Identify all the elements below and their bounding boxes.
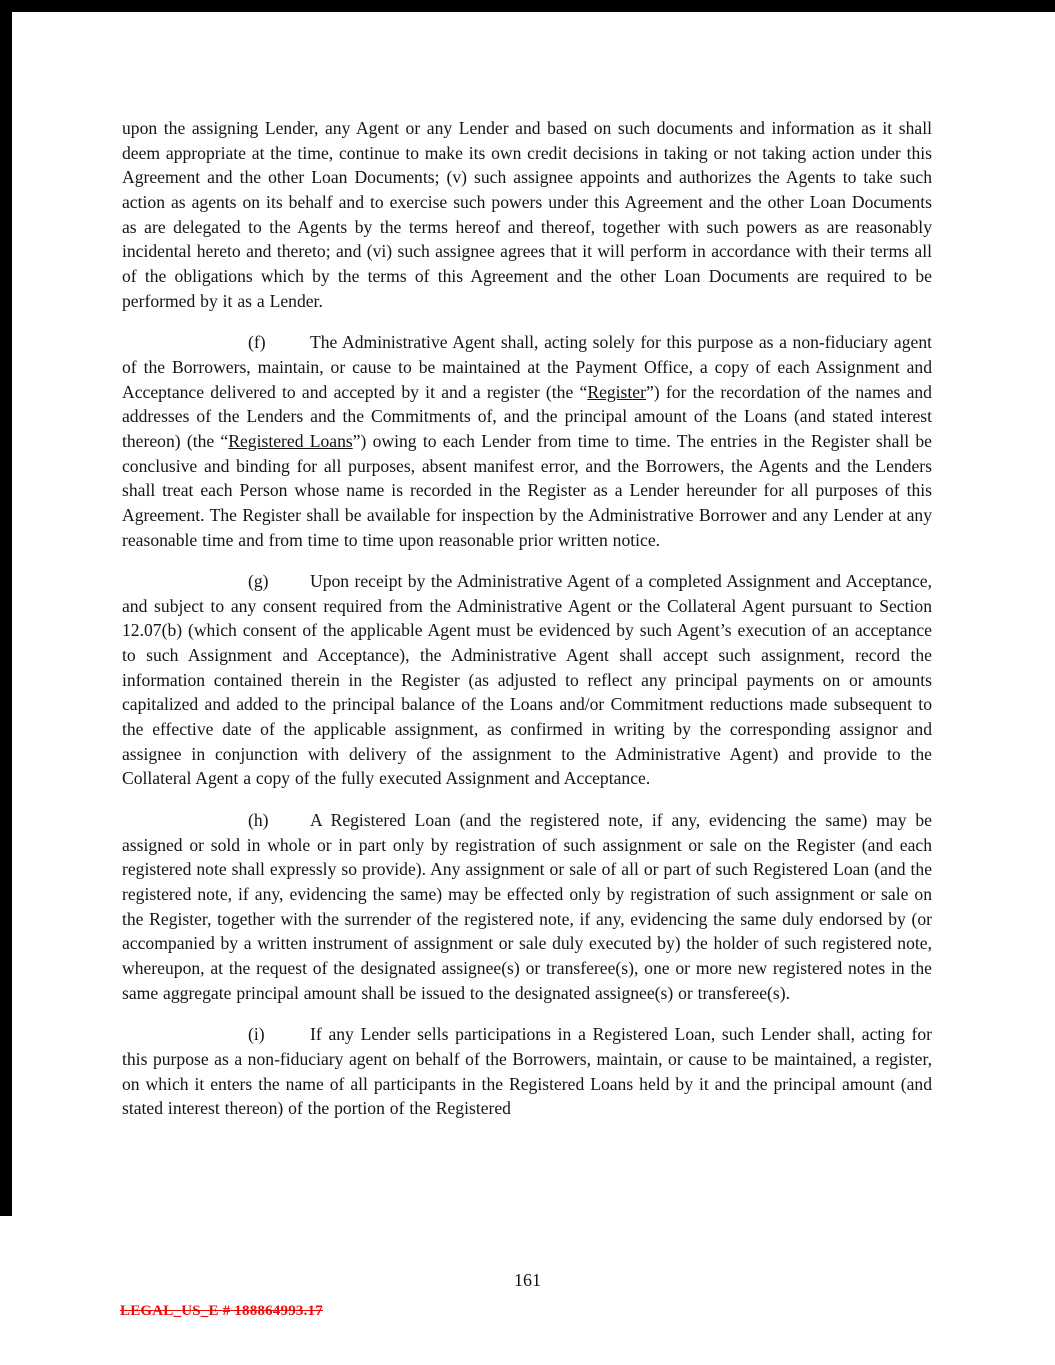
paragraph-i-text: If any Lender sells participations in a Registered Loan, such Lender shall, acting for this purpose as a non-fiduciary agent on behalf of the Borrowers, maintain, or cause to be maintained, a register, on which it enters the name of all participants in the Registered Loans held by it and the principal amount (and stated interest thereon) of the portion of the Registered: [122, 1024, 932, 1119]
paragraph-i: [122, 1022, 932, 1121]
legal-document-stamp: LEGAL_US_E # 188864993.17: [120, 1303, 323, 1319]
paragraph-f-seg3: ”) owing to each Lender from time to time. The entries in the Register shall be conclusive and binding for all purposes, absent manifest error, and the Borrowers, the Agents and the Lenders shall treat each Person whose name is recorded in the Register as a Lender hereunder for all purposes of this Agreement. The Register shall be available for inspection by the Administrative Borrower and any Lender at any reasonable time and from time to time upon reasonable prior written notice.: [122, 430, 932, 550]
paragraph-g: [122, 569, 932, 791]
defined-term-register: Register: [587, 381, 646, 402]
paragraph-intro-text: upon the assigning Lender, any Agent or any Lender and based on such documents and information as it shall deem appropriate at the time, continue to make its own credit decisions in taking or not taking action under this Agreement and the other Loan Documents; (v) such assignee appoints and authorizes the Agents to take such action as agents on its behalf and to exercise such powers under this Agreement and the other Loan Documents as are delegated to the Agents by the terms hereof and thereof, together with such powers as are reasonably incidental hereto and thereto; and (vi) such assignee agrees that it will perform in accordance with their terms all of the obligations which by the terms of this Agreement and the other Loan Documents are required to be performed by it as a Lender.: [122, 118, 932, 311]
paragraph-h: [122, 808, 932, 1005]
paragraph-f-seg1: The Administrative Agent shall, acting solely for this purpose as a non-fiduciary agent of the Borrowers, maintain, or cause to be maintained at the Payment Office, a copy of each Assignment and Acceptance delivered to and accepted by it and a register (the “: [122, 332, 932, 402]
paragraph-g-label: (g): [248, 571, 269, 592]
paragraph-h-label: (h): [248, 810, 269, 831]
paragraph-h-text: A Registered Loan (and the registered note, if any, evidencing the same) may be assigned or sold in whole or in part only by registration of such assignment or sale on the Register (and each registered note shall expressly so provide). Any assignment or sale of all or part of such Registered Loan (and the registered note, if any, evidencing the same) may be effected only by registration of such assignment or sale on the Register, together with the surrender of the registered note, if any, evidencing the same duly endorsed by (or accompanied by a written instrument of assignment or sale duly executed by) the holder of such registered note, whereupon, at the request of the designated assignee(s) or transferee(s), one or more new registered notes in the same aggregate principal amount shall be issued to the designated assignee(s) or transferee(s).: [122, 810, 932, 1003]
scan-artifact-left-bar: [0, 0, 12, 1216]
paragraph-g-text: Upon receipt by the Administrative Agent of a completed Assignment and Acceptance, and subject to any consent required from the Administrative Agent or the Collateral Agent pursuant to Section 12.07(b) (which consent of the applicable Agent must be evidenced by such Agent’s execution of an acceptance to such Assignment and Acceptance), the Administrative Agent shall accept such assignment, record the information contained therein in the Register (as adjusted to reflect any principal payments on or amounts capitalized and added to the principal balance of the Loans and/or Commitment reductions made subsequent to the effective date of the applicable assignment, as confirmed in writing by the corresponding assignor and assignee in conjunction with delivery of the assignment to the Administrative Agent) and provide to the Collateral Agent a copy of the fully executed Assignment and Acceptance.: [122, 571, 932, 789]
body-text-block: [122, 116, 932, 1121]
page-number: 161: [514, 1270, 541, 1290]
paragraph-f-label: (f): [248, 332, 266, 353]
defined-term-registered-loans: Registered Loans: [228, 430, 353, 451]
paragraph-f-seg2: ”) for the recordation of the names and addresses of the Lenders and the Commitments of, and the principal amount of the Loans (and stated interest thereon) (the “: [122, 381, 932, 451]
paragraph-i-label: (i): [248, 1024, 265, 1045]
scan-artifact-top-bar: [0, 0, 1055, 12]
paragraph-f: [122, 330, 932, 552]
paragraph-intro: [122, 116, 932, 313]
